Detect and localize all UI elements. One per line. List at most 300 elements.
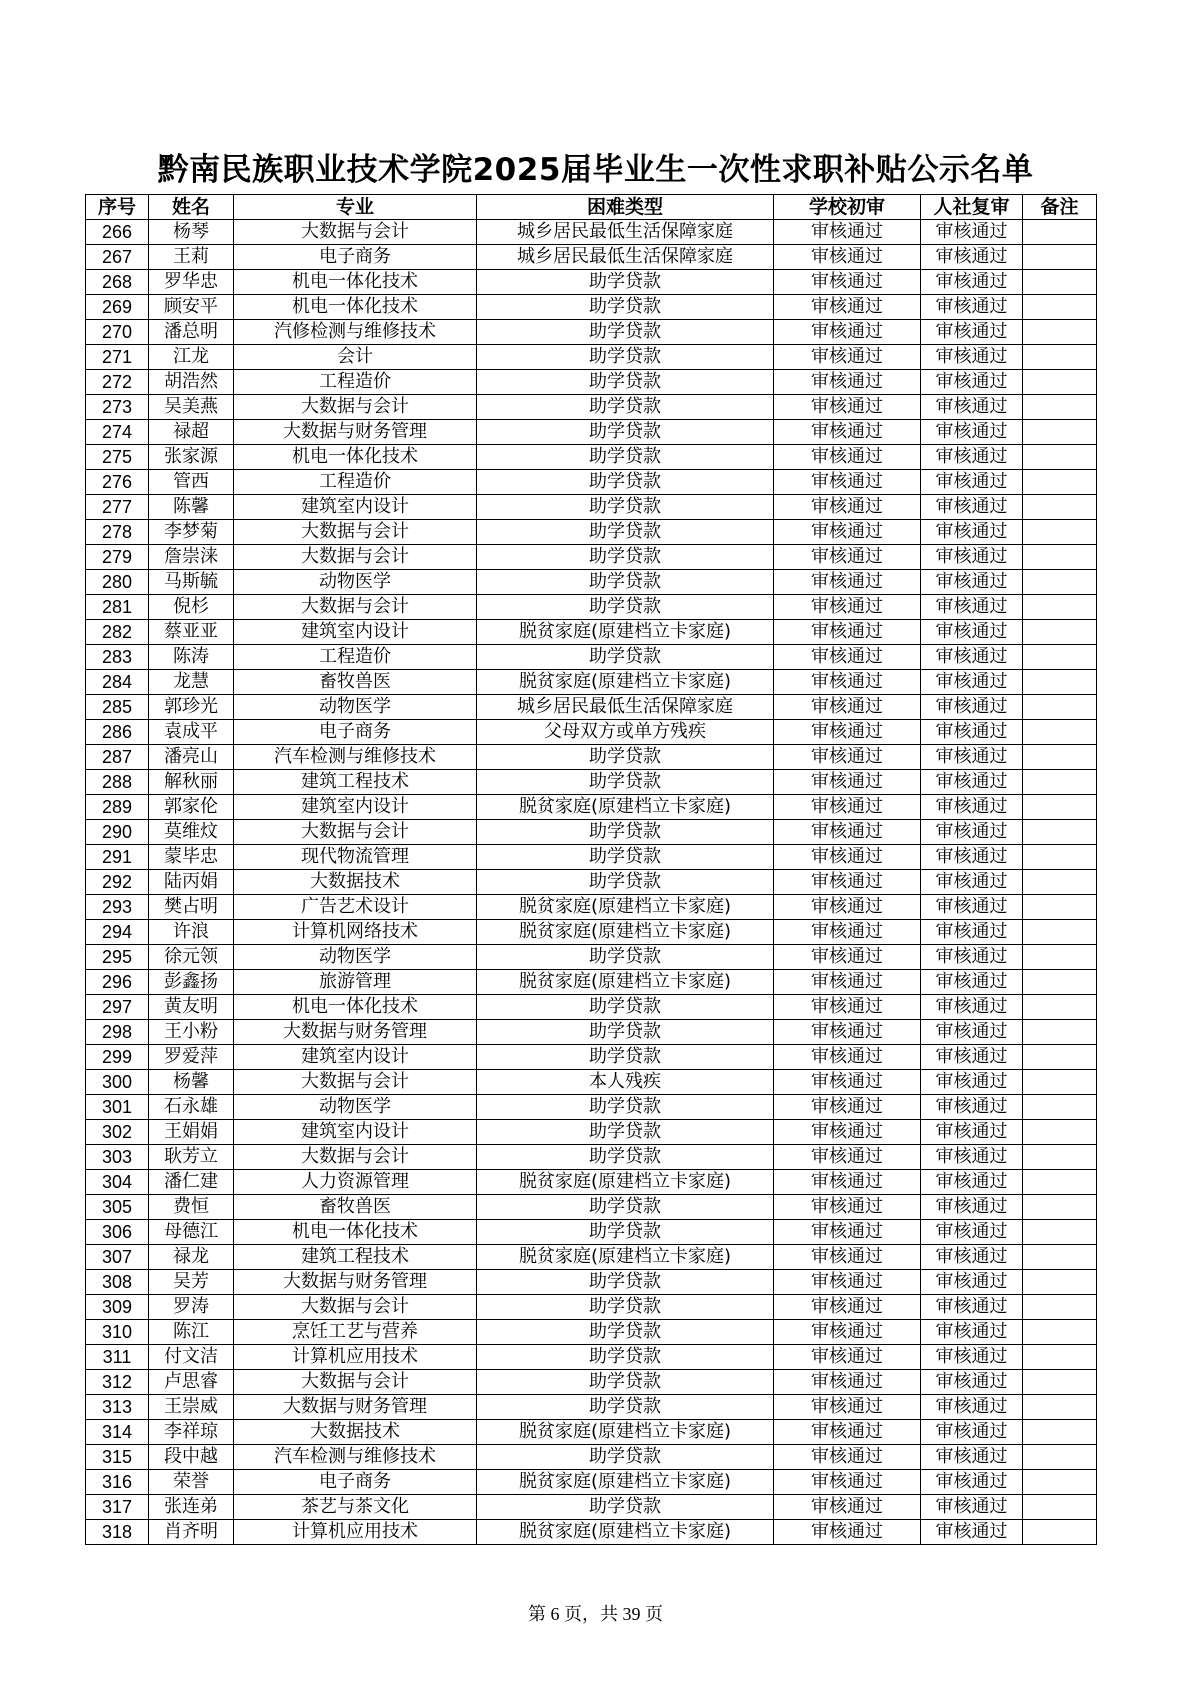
serial-cell: 290 [86,820,149,845]
serial-cell: 315 [86,1445,149,1470]
name-cell: 樊占明 [149,895,234,920]
hr-review-cell: 审核通过 [921,1470,1023,1495]
name-cell: 倪杉 [149,595,234,620]
table-row [86,1445,1097,1470]
remark-cell [1023,1095,1097,1120]
serial-cell: 295 [86,945,149,970]
serial-cell: 312 [86,1370,149,1395]
table-row [86,1370,1097,1395]
major-cell: 畜牧兽医 [234,1195,477,1220]
name-cell: 龙慧 [149,670,234,695]
hardship-type-cell: 助学贷款 [477,870,774,895]
major-cell: 动物医学 [234,695,477,720]
name-cell: 王小粉 [149,1020,234,1045]
name-cell: 解秋丽 [149,770,234,795]
name-cell: 陈馨 [149,495,234,520]
major-cell: 机电一体化技术 [234,1220,477,1245]
serial-cell: 291 [86,845,149,870]
hardship-type-cell: 助学贷款 [477,1045,774,1070]
hr-review-cell: 审核通过 [921,345,1023,370]
table-row [86,1120,1097,1145]
serial-cell: 277 [86,495,149,520]
serial-cell: 269 [86,295,149,320]
remark-cell [1023,520,1097,545]
name-cell: 顾安平 [149,295,234,320]
serial-cell: 304 [86,1170,149,1195]
remark-cell [1023,920,1097,945]
major-cell: 茶艺与茶文化 [234,1495,477,1520]
hr-review-cell: 审核通过 [921,520,1023,545]
major-cell: 大数据与会计 [234,820,477,845]
remark-cell [1023,445,1097,470]
remark-cell [1023,795,1097,820]
remark-cell [1023,745,1097,770]
hr-review-cell: 审核通过 [921,1270,1023,1295]
hardship-type-cell: 助学贷款 [477,320,774,345]
hr-review-cell: 审核通过 [921,970,1023,995]
serial-cell: 317 [86,1495,149,1520]
table-row [86,345,1097,370]
table-row [86,620,1097,645]
hr-review-cell: 审核通过 [921,320,1023,345]
major-cell: 大数据与财务管理 [234,1395,477,1420]
table-row [86,320,1097,345]
major-cell: 工程造价 [234,470,477,495]
name-cell: 肖齐明 [149,1520,234,1545]
hardship-type-cell: 城乡居民最低生活保障家庭 [477,695,774,720]
name-cell: 禄超 [149,420,234,445]
table-row [86,1520,1097,1545]
hr-review-cell: 审核通过 [921,1345,1023,1370]
serial-cell: 285 [86,695,149,720]
hardship-type-cell: 助学贷款 [477,595,774,620]
name-cell: 杨琴 [149,220,234,245]
remark-cell [1023,1470,1097,1495]
remark-cell [1023,1270,1097,1295]
hr-review-cell: 审核通过 [921,895,1023,920]
hardship-type-cell: 助学贷款 [477,370,774,395]
hardship-type-cell: 助学贷款 [477,1395,774,1420]
table-row [86,1420,1097,1445]
major-cell: 建筑工程技术 [234,1245,477,1270]
major-cell: 电子商务 [234,720,477,745]
table-row [86,445,1097,470]
serial-cell: 292 [86,870,149,895]
table-row [86,270,1097,295]
name-cell: 陈江 [149,1320,234,1345]
hardship-type-cell: 助学贷款 [477,1220,774,1245]
major-cell: 计算机应用技术 [234,1520,477,1545]
hr-review-cell: 审核通过 [921,620,1023,645]
name-cell: 吴美燕 [149,395,234,420]
major-cell: 动物医学 [234,945,477,970]
serial-cell: 275 [86,445,149,470]
major-cell: 电子商务 [234,245,477,270]
hr-review-cell: 审核通过 [921,645,1023,670]
serial-cell: 300 [86,1070,149,1095]
column-header: 专业 [234,195,477,220]
name-cell: 张家源 [149,445,234,470]
name-cell: 黄友明 [149,995,234,1020]
school-review-cell: 审核通过 [774,1195,921,1220]
table-row [86,1345,1097,1370]
school-review-cell: 审核通过 [774,1420,921,1445]
remark-cell [1023,670,1097,695]
table-row [86,1220,1097,1245]
school-review-cell: 审核通过 [774,1120,921,1145]
remark-cell [1023,270,1097,295]
serial-cell: 294 [86,920,149,945]
table-row [86,1320,1097,1345]
school-review-cell: 审核通过 [774,1520,921,1545]
hardship-type-cell: 助学贷款 [477,295,774,320]
hardship-type-cell: 助学贷款 [477,1495,774,1520]
name-cell: 段中越 [149,1445,234,1470]
hr-review-cell: 审核通过 [921,870,1023,895]
major-cell: 大数据与会计 [234,595,477,620]
serial-cell: 276 [86,470,149,495]
major-cell: 广告艺术设计 [234,895,477,920]
serial-cell: 310 [86,1320,149,1345]
remark-cell [1023,870,1097,895]
major-cell: 工程造价 [234,370,477,395]
name-cell: 陆丙娟 [149,870,234,895]
hardship-type-cell: 助学贷款 [477,845,774,870]
serial-cell: 279 [86,545,149,570]
major-cell: 现代物流管理 [234,845,477,870]
major-cell: 建筑室内设计 [234,1120,477,1145]
remark-cell [1023,570,1097,595]
hardship-type-cell: 脱贫家庭(原建档立卡家庭) [477,895,774,920]
remark-cell [1023,1245,1097,1270]
hr-review-cell: 审核通过 [921,545,1023,570]
major-cell: 大数据与会计 [234,1295,477,1320]
hr-review-cell: 审核通过 [921,470,1023,495]
serial-cell: 298 [86,1020,149,1045]
remark-cell [1023,345,1097,370]
name-cell: 杨馨 [149,1070,234,1095]
school-review-cell: 审核通过 [774,995,921,1020]
major-cell: 建筑室内设计 [234,795,477,820]
column-header: 姓名 [149,195,234,220]
name-cell: 费恒 [149,1195,234,1220]
serial-cell: 314 [86,1420,149,1445]
school-review-cell: 审核通过 [774,545,921,570]
hr-review-cell: 审核通过 [921,995,1023,1020]
hardship-type-cell: 助学贷款 [477,345,774,370]
school-review-cell: 审核通过 [774,720,921,745]
hr-review-cell: 审核通过 [921,1245,1023,1270]
name-cell: 荣誉 [149,1470,234,1495]
major-cell: 建筑室内设计 [234,495,477,520]
hr-review-cell: 审核通过 [921,245,1023,270]
name-cell: 罗爱萍 [149,1045,234,1070]
serial-cell: 287 [86,745,149,770]
table-row [86,595,1097,620]
remark-cell [1023,970,1097,995]
table-row [86,1195,1097,1220]
school-review-cell: 审核通过 [774,345,921,370]
remark-cell [1023,220,1097,245]
hardship-type-cell: 助学贷款 [477,470,774,495]
remark-cell [1023,645,1097,670]
hardship-type-cell: 脱贫家庭(原建档立卡家庭) [477,1420,774,1445]
major-cell: 大数据与财务管理 [234,420,477,445]
table-row [86,820,1097,845]
table-row [86,495,1097,520]
remark-cell [1023,470,1097,495]
remark-cell [1023,1345,1097,1370]
name-cell: 江龙 [149,345,234,370]
serial-cell: 286 [86,720,149,745]
hardship-type-cell: 脱贫家庭(原建档立卡家庭) [477,1470,774,1495]
name-cell: 詹崇涞 [149,545,234,570]
school-review-cell: 审核通过 [774,220,921,245]
major-cell: 大数据与会计 [234,395,477,420]
remark-cell [1023,995,1097,1020]
name-cell: 彭鑫扬 [149,970,234,995]
hardship-type-cell: 助学贷款 [477,1020,774,1045]
school-review-cell: 审核通过 [774,1070,921,1095]
hardship-type-cell: 助学贷款 [477,820,774,845]
hardship-type-cell: 助学贷款 [477,570,774,595]
hr-review-cell: 审核通过 [921,770,1023,795]
school-review-cell: 审核通过 [774,370,921,395]
school-review-cell: 审核通过 [774,695,921,720]
hardship-type-cell: 助学贷款 [477,1145,774,1170]
major-cell: 人力资源管理 [234,1170,477,1195]
major-cell: 大数据与会计 [234,520,477,545]
hr-review-cell: 审核通过 [921,295,1023,320]
name-cell: 袁成平 [149,720,234,745]
major-cell: 大数据与会计 [234,1070,477,1095]
major-cell: 机电一体化技术 [234,270,477,295]
name-cell: 李梦菊 [149,520,234,545]
hr-review-cell: 审核通过 [921,1295,1023,1320]
table-row [86,1095,1097,1120]
hr-review-cell: 审核通过 [921,1045,1023,1070]
school-review-cell: 审核通过 [774,270,921,295]
table-row [86,1170,1097,1195]
hr-review-cell: 审核通过 [921,795,1023,820]
major-cell: 会计 [234,345,477,370]
table-row [86,945,1097,970]
name-cell: 蔡亚亚 [149,620,234,645]
hardship-type-cell: 助学贷款 [477,645,774,670]
school-review-cell: 审核通过 [774,920,921,945]
name-cell: 母德江 [149,1220,234,1245]
table-row [86,895,1097,920]
serial-cell: 273 [86,395,149,420]
hardship-type-cell: 城乡居民最低生活保障家庭 [477,245,774,270]
hr-review-cell: 审核通过 [921,445,1023,470]
hardship-type-cell: 脱贫家庭(原建档立卡家庭) [477,620,774,645]
name-cell: 许浪 [149,920,234,945]
hardship-type-cell: 助学贷款 [477,420,774,445]
table-row [86,420,1097,445]
serial-cell: 282 [86,620,149,645]
name-cell: 张连弟 [149,1495,234,1520]
school-review-cell: 审核通过 [774,1045,921,1070]
remark-cell [1023,1020,1097,1045]
remark-cell [1023,320,1097,345]
remark-cell [1023,845,1097,870]
major-cell: 畜牧兽医 [234,670,477,695]
major-cell: 动物医学 [234,570,477,595]
school-review-cell: 审核通过 [774,295,921,320]
roster-table [85,194,1097,1545]
remark-cell [1023,1070,1097,1095]
table-row [86,1145,1097,1170]
name-cell: 吴芳 [149,1270,234,1295]
remark-cell [1023,1495,1097,1520]
remark-cell [1023,695,1097,720]
column-header: 困难类型 [477,195,774,220]
major-cell: 动物医学 [234,1095,477,1120]
table-row [86,1070,1097,1095]
table-row [86,370,1097,395]
serial-cell: 278 [86,520,149,545]
hr-review-cell: 审核通过 [921,695,1023,720]
school-review-cell: 审核通过 [774,645,921,670]
school-review-cell: 审核通过 [774,1320,921,1345]
hr-review-cell: 审核通过 [921,1070,1023,1095]
name-cell: 禄龙 [149,1245,234,1270]
school-review-cell: 审核通过 [774,1495,921,1520]
hardship-type-cell: 助学贷款 [477,1120,774,1145]
column-header: 备注 [1023,195,1097,220]
name-cell: 石永雄 [149,1095,234,1120]
hr-review-cell: 审核通过 [921,820,1023,845]
table-row [86,470,1097,495]
school-review-cell: 审核通过 [774,1295,921,1320]
remark-cell [1023,770,1097,795]
name-cell: 陈涛 [149,645,234,670]
page-title: 黔南民族职业技术学院2025届毕业生一次性求职补贴公示名单 [157,152,1034,188]
school-review-cell: 审核通过 [774,1095,921,1120]
remark-cell [1023,545,1097,570]
school-review-cell: 审核通过 [774,420,921,445]
major-cell: 大数据与会计 [234,545,477,570]
table-row [86,295,1097,320]
serial-cell: 301 [86,1095,149,1120]
major-cell: 机电一体化技术 [234,995,477,1020]
table-row [86,770,1097,795]
table-row [86,1470,1097,1495]
school-review-cell: 审核通过 [774,1170,921,1195]
school-review-cell: 审核通过 [774,470,921,495]
remark-cell [1023,1220,1097,1245]
hardship-type-cell: 助学贷款 [477,745,774,770]
table-row [86,520,1097,545]
remark-cell [1023,370,1097,395]
school-review-cell: 审核通过 [774,845,921,870]
remark-cell [1023,295,1097,320]
school-review-cell: 审核通过 [774,820,921,845]
name-cell: 李祥琼 [149,1420,234,1445]
major-cell: 计算机网络技术 [234,920,477,945]
school-review-cell: 审核通过 [774,1020,921,1045]
major-cell: 机电一体化技术 [234,295,477,320]
major-cell: 大数据技术 [234,1420,477,1445]
name-cell: 管西 [149,470,234,495]
remark-cell [1023,1370,1097,1395]
hardship-type-cell: 助学贷款 [477,1095,774,1120]
major-cell: 机电一体化技术 [234,445,477,470]
remark-cell [1023,895,1097,920]
remark-cell [1023,1445,1097,1470]
major-cell: 汽修检测与维修技术 [234,320,477,345]
school-review-cell: 审核通过 [774,595,921,620]
school-review-cell: 审核通过 [774,245,921,270]
serial-cell: 316 [86,1470,149,1495]
school-review-cell: 审核通过 [774,945,921,970]
school-review-cell: 审核通过 [774,495,921,520]
table-row [86,245,1097,270]
hardship-type-cell: 脱贫家庭(原建档立卡家庭) [477,1520,774,1545]
serial-cell: 309 [86,1295,149,1320]
hr-review-cell: 审核通过 [921,370,1023,395]
school-review-cell: 审核通过 [774,445,921,470]
hr-review-cell: 审核通过 [921,720,1023,745]
serial-cell: 270 [86,320,149,345]
serial-cell: 299 [86,1045,149,1070]
hardship-type-cell: 父母双方或单方残疾 [477,720,774,745]
serial-cell: 293 [86,895,149,920]
hr-review-cell: 审核通过 [921,595,1023,620]
name-cell: 罗华忠 [149,270,234,295]
name-cell: 徐元领 [149,945,234,970]
name-cell: 潘总明 [149,320,234,345]
major-cell: 大数据与会计 [234,1370,477,1395]
hr-review-cell: 审核通过 [921,1520,1023,1545]
serial-cell: 311 [86,1345,149,1370]
table-row [86,1045,1097,1070]
major-cell: 烹饪工艺与营养 [234,1320,477,1345]
remark-cell [1023,1145,1097,1170]
remark-cell [1023,1045,1097,1070]
remark-cell [1023,1420,1097,1445]
table-row [86,1395,1097,1420]
name-cell: 潘亮山 [149,745,234,770]
school-review-cell: 审核通过 [774,870,921,895]
table-row [86,1020,1097,1045]
serial-cell: 283 [86,645,149,670]
hardship-type-cell: 助学贷款 [477,395,774,420]
name-cell: 王崇威 [149,1395,234,1420]
hardship-type-cell: 助学贷款 [477,770,774,795]
hr-review-cell: 审核通过 [921,1145,1023,1170]
table-row [86,970,1097,995]
table-row [86,1495,1097,1520]
hr-review-cell: 审核通过 [921,270,1023,295]
hr-review-cell: 审核通过 [921,1420,1023,1445]
table-row [86,845,1097,870]
table-row [86,1245,1097,1270]
hr-review-cell: 审核通过 [921,1320,1023,1345]
remark-cell [1023,595,1097,620]
hr-review-cell: 审核通过 [921,1370,1023,1395]
serial-cell: 302 [86,1120,149,1145]
major-cell: 大数据技术 [234,870,477,895]
hardship-type-cell: 助学贷款 [477,495,774,520]
school-review-cell: 审核通过 [774,570,921,595]
hr-review-cell: 审核通过 [921,570,1023,595]
major-cell: 大数据与会计 [234,1145,477,1170]
serial-cell: 280 [86,570,149,595]
school-review-cell: 审核通过 [774,795,921,820]
hardship-type-cell: 城乡居民最低生活保障家庭 [477,220,774,245]
